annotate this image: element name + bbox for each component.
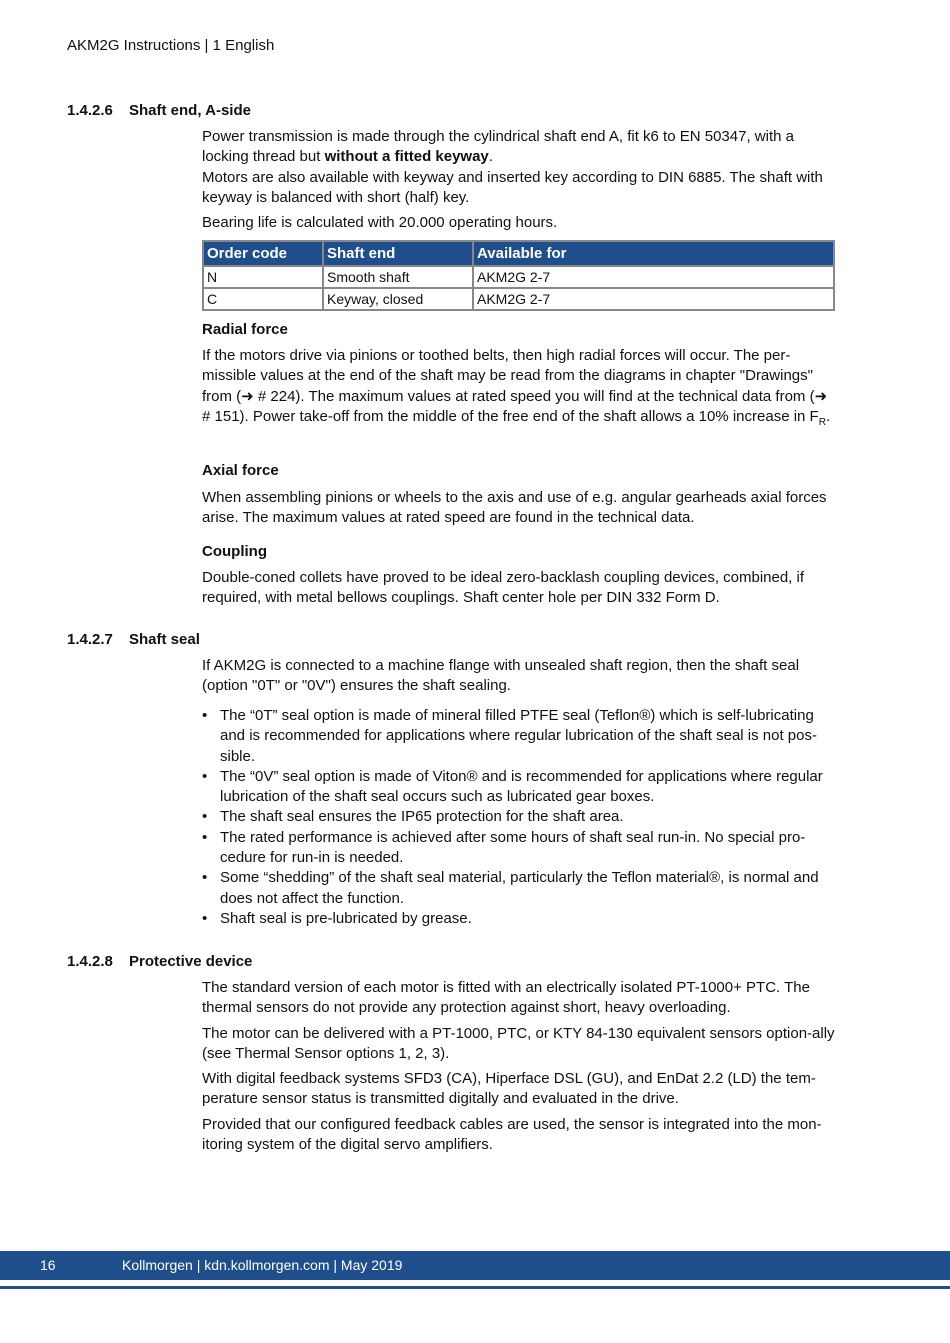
list-item-text: Shaft seal is pre-lubricated by grease. — [220, 909, 472, 927]
paragraph: With digital feedback systems SFD3 (CA), Hiperface DSL (GU), and EnDat 2.2 (LD) the tem-perature sensor status is transmitted digitally and evaluated in the drive. — [202, 1070, 816, 1108]
bullet-icon: • — [202, 869, 208, 887]
table-header-row — [203, 241, 834, 266]
paragraph: Motors are also available with keyway and inserted key according to DIN 6885. The shaft with keyway is balanced with short (half) key. — [202, 168, 823, 206]
paragraph: When assembling pinions or wheels to the axis and use of e.g. angular gearheads axial forces arise. The maximum values at rated speed are found in the technical data. — [202, 489, 827, 527]
coupling-text — [202, 568, 838, 609]
paragraph — [202, 127, 838, 168]
subscript: R — [818, 416, 826, 428]
column-header: Shaft end — [323, 241, 473, 266]
table-cell: Keyway, closed — [323, 288, 473, 310]
paragraph: The standard version of each motor is fitted with an electrically isolated PT-1000+ PTC. The thermal sensors do not provide any protection against short, heavy overloading. — [202, 979, 810, 1017]
paragraph: The motor can be delivered with a PT-1000, PTC, or KTY 84-130 equivalent sensors option-ally (see Thermal Sensor options 1, 2, 3). — [202, 1024, 835, 1062]
running-header: AKM2G Instructions | 1 English — [67, 37, 275, 54]
section-title: Shaft end, A-side — [129, 102, 251, 119]
table-cell: C — [203, 288, 323, 310]
shaft-seal-intro — [202, 656, 838, 697]
subheading-coupling: Coupling — [202, 543, 267, 560]
subheading-axial-force: Axial force — [202, 462, 279, 479]
bullet-icon: • — [202, 767, 208, 785]
section-title: Shaft seal — [129, 631, 200, 648]
footer-divider — [0, 1286, 950, 1289]
protective-device-text — [202, 978, 838, 1155]
subheading-radial-force: Radial force — [202, 321, 288, 338]
list-item — [202, 828, 838, 869]
footer-text: Kollmorgen | kdn.kollmorgen.com | May 2019 — [122, 1257, 403, 1273]
table-cell: Smooth shaft — [323, 266, 473, 288]
order-code-table — [202, 240, 835, 311]
text: . — [825, 407, 831, 425]
column-header: Available for — [473, 241, 834, 266]
section-heading-shaft-end — [67, 102, 251, 119]
shaft-end-text — [202, 127, 838, 233]
table-row — [203, 288, 834, 310]
list-item-text: The “0T” seal option is made of mineral filled PTFE seal (Teflon®) which is self-lubricating and is recommended for applications where regular lubrication of the shaft seal is not pos-sible. — [220, 707, 817, 765]
list-item-text: Some “shedding” of the shaft seal material, particularly the Teflon material®, is normal and does not affect the function. — [220, 869, 819, 907]
paragraph: Provided that our configured feedback cables are used, the sensor is integrated into the mon-itoring system of the digital servo amplifiers. — [202, 1115, 822, 1154]
bullet-icon: • — [202, 828, 208, 846]
bullet-icon: • — [202, 707, 208, 724]
bullet-icon: • — [202, 909, 208, 927]
section-number: 1.4.2.6 — [67, 102, 113, 119]
list-item — [202, 868, 838, 909]
paragraph: Bearing life is calculated with 20.000 operating hours. — [202, 214, 558, 232]
list-item — [202, 706, 838, 767]
section-number: 1.4.2.8 — [67, 953, 113, 970]
list-item — [202, 767, 838, 808]
text: Power transmission is made through the cylindrical shaft end A, fit k6 to EN 50347, with a locking thread but — [202, 128, 794, 166]
section-title: Protective device — [129, 953, 253, 970]
paragraph — [202, 346, 838, 433]
section-heading-shaft-seal — [67, 631, 200, 648]
list-item — [202, 909, 838, 929]
list-item-text: The rated performance is achieved after some hours of shaft seal run-in. No special pro-cedure for run-in is needed. — [220, 828, 806, 867]
page-footer — [0, 1251, 950, 1280]
table-cell: AKM2G 2-7 — [473, 266, 834, 288]
paragraph: Double-coned collets have proved to be ideal zero-backlash coupling devices, combined, if required, with metal bellows couplings. Shaft center hole per DIN 332 Form D. — [202, 569, 805, 607]
list-item — [202, 807, 838, 827]
section-number: 1.4.2.7 — [67, 631, 113, 648]
text: . — [488, 148, 493, 166]
axial-force-text — [202, 488, 838, 529]
paragraph: If AKM2G is connected to a machine flange with unsealed shaft region, then the shaft seal (option "0T" or "0V") ensures the shaft sealing. — [202, 657, 800, 695]
page-number: 16 — [40, 1257, 56, 1273]
bullet-icon: • — [202, 808, 208, 826]
column-header: Order code — [203, 241, 323, 266]
bold-text: without a fitted keyway — [324, 148, 489, 166]
shaft-seal-bullet-list — [202, 706, 838, 929]
radial-force-text — [202, 346, 838, 433]
section-heading-protective-device — [67, 953, 252, 970]
list-item-text: The shaft seal ensures the IP65 protection for the shaft area. — [220, 808, 624, 826]
text: If the motors drive via pinions or toothed belts, then high radial forces will occur. The per-missible values at the end of the shaft may be read from the diagrams in chapter "Drawings" from (➜ # 224). The maximum values at rated speed you will find at the technical data from (➜ # 151). Power take-off from the middle of the free end of the shaft allows a 10% increase in F — [202, 347, 828, 425]
table-cell: AKM2G 2-7 — [473, 288, 834, 310]
table-row — [203, 266, 834, 288]
table-cell: N — [203, 266, 323, 288]
list-item-text: The “0V” seal option is made of Viton® and is recommended for applications where regular lubrication of the shaft seal occurs such as lubricated gear boxes. — [220, 767, 823, 806]
